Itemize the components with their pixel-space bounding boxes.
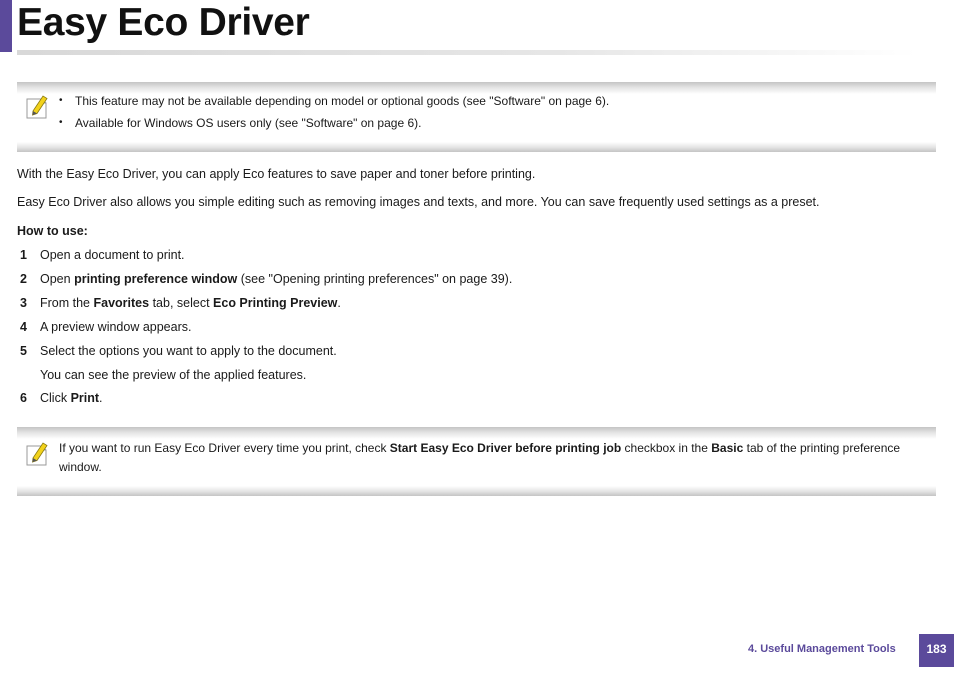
step-item <box>17 246 512 270</box>
list-item: • This feature may not be available depending on model or optional goods (see "Software" on page 6). <box>59 90 936 112</box>
step-number: 1 <box>20 248 27 262</box>
list-item: • Available for Windows OS users only (see "Software" on page 6). <box>59 112 936 134</box>
note-text-bold: Basic <box>711 441 744 455</box>
note-text-part: If you want to run Easy Eco Driver every time you print, check <box>59 441 390 455</box>
step-text: Open a document to print. <box>40 248 185 262</box>
note-bottom-rule <box>17 142 936 152</box>
step-text: . <box>99 391 103 405</box>
step-text: A preview window appears. <box>40 320 192 334</box>
note-text-bold: Start Easy Eco Driver before printing job <box>389 441 622 455</box>
step-subnote <box>17 366 512 389</box>
step-text: You can see the preview of the applied features. <box>40 368 307 382</box>
step-text: Open <box>40 272 75 286</box>
note-content <box>17 439 936 486</box>
step-text-bold: Favorites <box>93 296 150 310</box>
title-underline <box>17 50 917 55</box>
page-title: Easy Eco Driver <box>17 1 310 44</box>
step-text: (see "Opening printing preferences" on page 39). <box>237 272 513 286</box>
note-box-start-driver <box>17 427 936 496</box>
step-text-bold: printing preference window <box>74 272 238 286</box>
step-number: 5 <box>20 344 27 358</box>
step-text: From the <box>40 296 94 310</box>
footer-section-label: 4. Useful Management Tools <box>748 643 896 655</box>
note-list <box>17 90 936 134</box>
step-text: tab, select <box>149 296 214 310</box>
step-number: 3 <box>20 296 27 310</box>
note-text-part: checkbox in the <box>621 441 712 455</box>
step-text-bold: Print <box>70 391 100 405</box>
note-content <box>17 94 936 142</box>
page-number-badge: 183 <box>919 634 954 667</box>
step-number: 2 <box>20 272 27 286</box>
step-item <box>17 389 512 413</box>
step-text: Select the options you want to apply to the document. <box>40 344 337 358</box>
step-item <box>17 342 512 366</box>
note-top-rule <box>17 427 936 439</box>
note-text <box>17 439 936 477</box>
note-bottom-rule <box>17 486 936 496</box>
step-number: 4 <box>20 320 27 334</box>
intro-paragraph-2: Easy Eco Driver also allows you simple editing such as removing images and texts, and more. You can save frequently used settings as a preset. <box>17 195 820 209</box>
step-text: . <box>337 296 341 310</box>
how-to-heading: How to use: <box>17 224 88 238</box>
step-number: 6 <box>20 391 27 405</box>
intro-paragraph-1: With the Easy Eco Driver, you can apply Eco features to save paper and toner before printing. <box>17 167 536 181</box>
step-item <box>17 318 512 342</box>
note-text-part: tab of the printing preference window. <box>59 441 901 474</box>
steps-list <box>17 246 512 413</box>
step-text-bold: Eco Printing Preview <box>213 296 338 310</box>
step-item <box>17 294 512 318</box>
title-accent-bar <box>0 0 12 52</box>
note-box-availability <box>17 82 936 152</box>
step-item <box>17 270 512 294</box>
step-text: Click <box>40 391 71 405</box>
